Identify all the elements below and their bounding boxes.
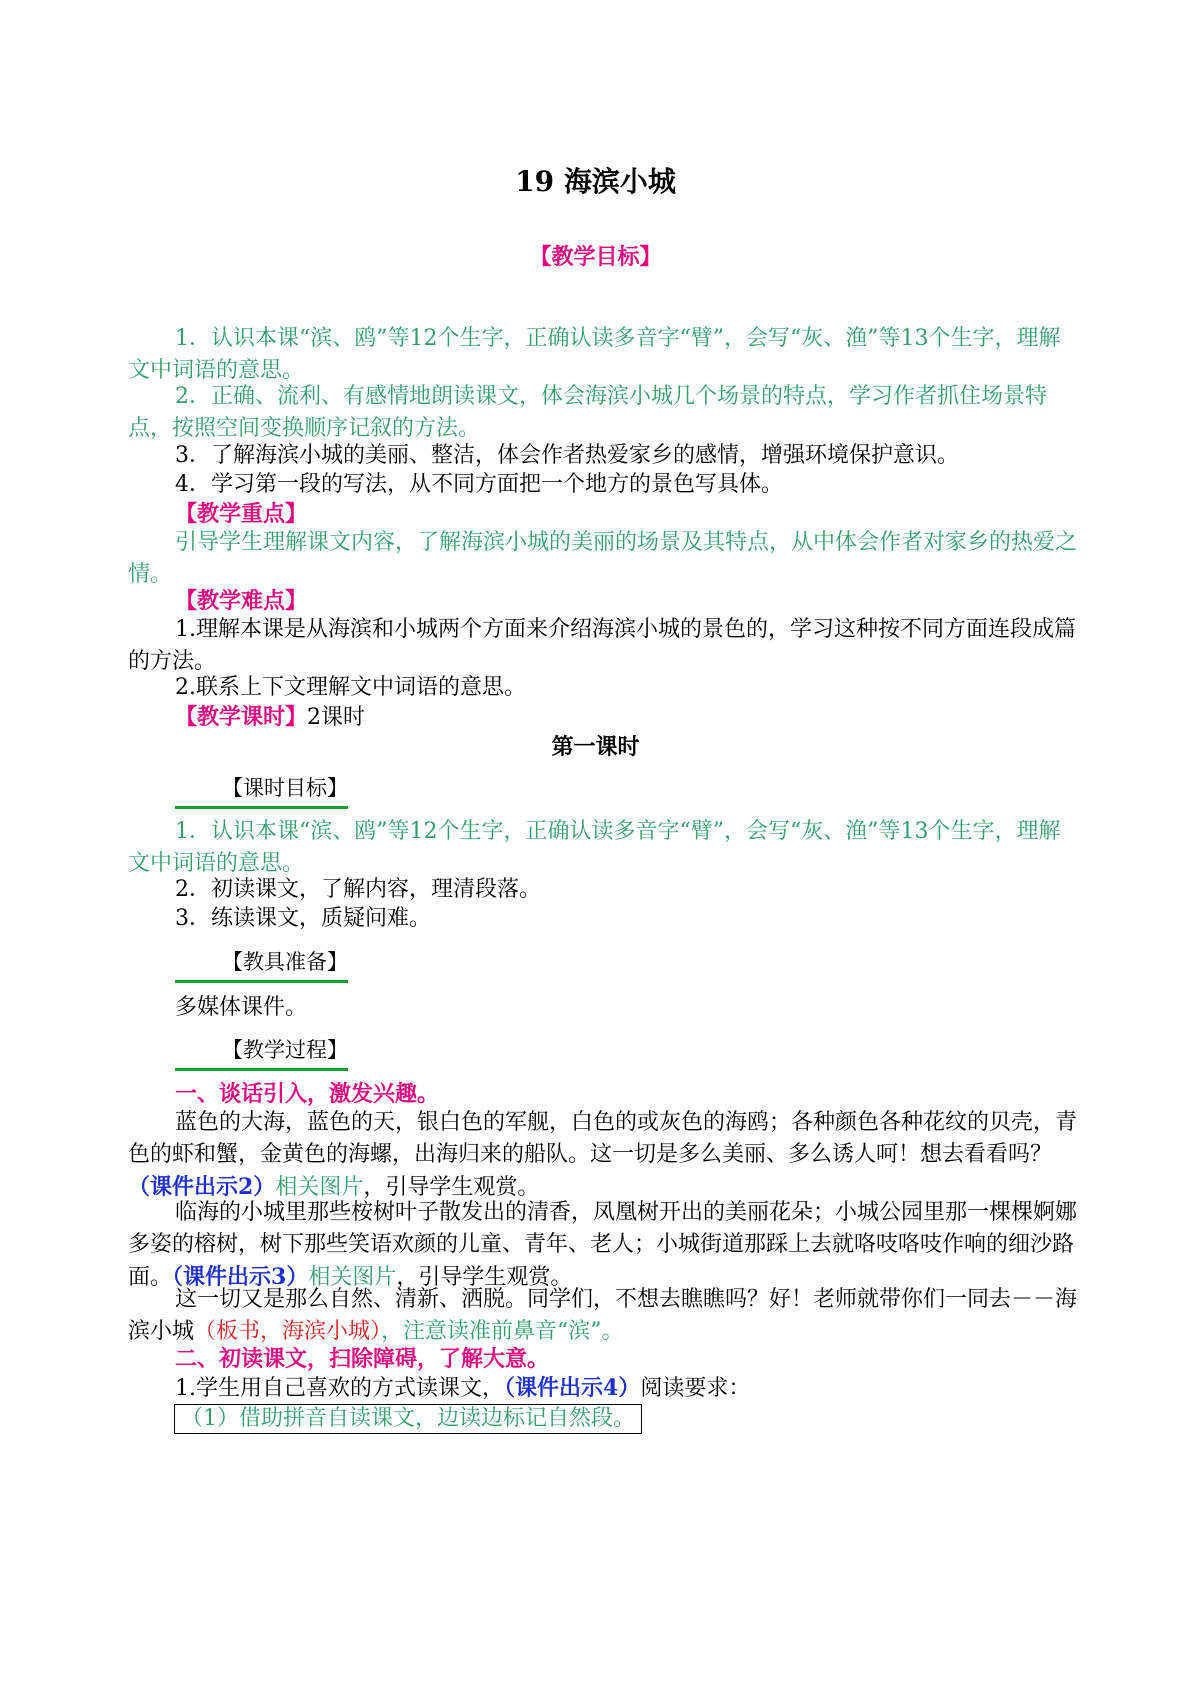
courseware-note-2: （课件出示2）	[128, 1174, 276, 1200]
step2-line-1-text: 1.学生用自己喜欢的方式读课文，	[175, 1376, 504, 1401]
board-note: （板书，海滨小城）	[194, 1319, 382, 1344]
boxed-requirement: （1）借助拼音自读课文，边读边标记自然段。	[174, 1404, 642, 1434]
step2-heading: 二、初读课文，扫除障碍，了解大意。	[175, 1346, 550, 1372]
reading-requirement-label: 阅读要求：	[640, 1376, 751, 1401]
lesson-goal-item-2: 2．初读课文，了解内容，理清段落。	[175, 877, 541, 902]
paragraph-2	[128, 1197, 1078, 1294]
related-images-1: 相关图片	[275, 1175, 364, 1200]
difficulty-item-2: 2.联系上下文理解文中词语的意思。	[175, 675, 526, 700]
goal-item-2: 2．正确、流利、有感情地朗读课文，体会海滨小城几个场景的特点，学习作者抓住场景特点，按照空间变换顺序记叙的方法。	[128, 384, 1048, 441]
courseware-note-4: （课件出示4）	[504, 1375, 641, 1401]
tools-heading: 【教具准备】	[175, 946, 348, 983]
lesson-goal-item-1: 1．认识本课“滨、鸥”等12个生字，正确认读多音字“臂”，会写“灰、渔”等13个生字，理解文中词语的意思。	[128, 819, 1061, 876]
courseware-note-3: （课件出示3）	[172, 1264, 309, 1290]
key-heading: 【教学重点】	[175, 501, 308, 527]
paragraph-3-text: 这一切又是那么自然、清新、洒脱。同学们，不想去瞧瞧吗？好！老师就带你们一同去－－海滨小城	[128, 1287, 1078, 1344]
goal-item-1: 1．认识本课“滨、鸥”等12个生字，正确认读多音字“臂”，会写“灰、渔”等13个生字，理解文中词语的意思。	[128, 326, 1061, 383]
boxed-requirement-row	[174, 1403, 642, 1435]
lesson-goals-heading-row	[128, 772, 1078, 809]
paragraph-1-tail: ，引导学生观赏。	[363, 1175, 540, 1200]
teaching-goals-heading: 【教学目标】	[529, 244, 662, 270]
paragraph-2-tail: ，引导学生观赏。	[396, 1265, 573, 1290]
difficulty-item-1: 1.理解本课是从海滨和小城两个方面来介绍海滨小城的景色的，学习这种按不同方面连段成篇的方法。	[128, 617, 1076, 674]
process-heading: 【教学过程】	[175, 1034, 348, 1071]
tools-text: 多媒体课件。	[175, 995, 308, 1020]
process-heading-row	[128, 1034, 1078, 1071]
related-images-2: 相关图片	[308, 1265, 397, 1290]
goal-item-4: 4．学习第一段的写法，从不同方面把一个地方的景色写具体。	[175, 472, 783, 497]
lesson-goals-heading: 【课时目标】	[175, 772, 348, 809]
step1-heading: 一、谈话引入，激发兴趣。	[175, 1081, 440, 1107]
paragraph-2-text: 临海的小城里那些桉树叶子散发出的清香，凤凰树开出的美丽花朵；小城公园里那一棵棵婀娜多姿的榕树，树下那些笑语欢颜的儿童、青年、老人；小城街道那踩上去就咯吱咯吱作响的细沙路面。	[128, 1200, 1078, 1290]
tools-heading-row	[128, 946, 1078, 983]
hours-heading: 【教学课时】	[175, 704, 308, 730]
paragraph-1	[128, 1107, 1078, 1204]
goal-item-3: 3．了解海滨小城的美丽、整洁，体会作者热爱家乡的感情，增强环境保护意识。	[175, 443, 959, 468]
lesson-goal-item-3: 3．练读课文，质疑问难。	[175, 906, 431, 931]
hours-line	[128, 701, 1078, 734]
lesson-title: 第一课时	[551, 734, 640, 760]
pronunciation-note: ，注意读准前鼻音“滨”。	[381, 1319, 624, 1344]
key-text: 引导学生理解课文内容，了解海滨小城的美丽的场景及其特点，从中体会作者对家乡的热爱之情。	[128, 530, 1078, 587]
paragraph-3	[128, 1284, 1078, 1348]
step2-line-1	[128, 1372, 1078, 1405]
paragraph-1-text: 蓝色的大海，蓝色的天，银白色的军舰，白色的或灰色的海鸥；各种颜色各种花纹的贝壳，青色的虾和蟹，金黄色的海螺，出海归来的船队。这一切是多么美丽、多么诱人呵！想去看看吗？	[128, 1110, 1078, 1167]
page-title: 19 海滨小城	[515, 165, 676, 198]
difficulty-heading: 【教学难点】	[175, 588, 308, 614]
hours-value: 2课时	[307, 705, 366, 730]
